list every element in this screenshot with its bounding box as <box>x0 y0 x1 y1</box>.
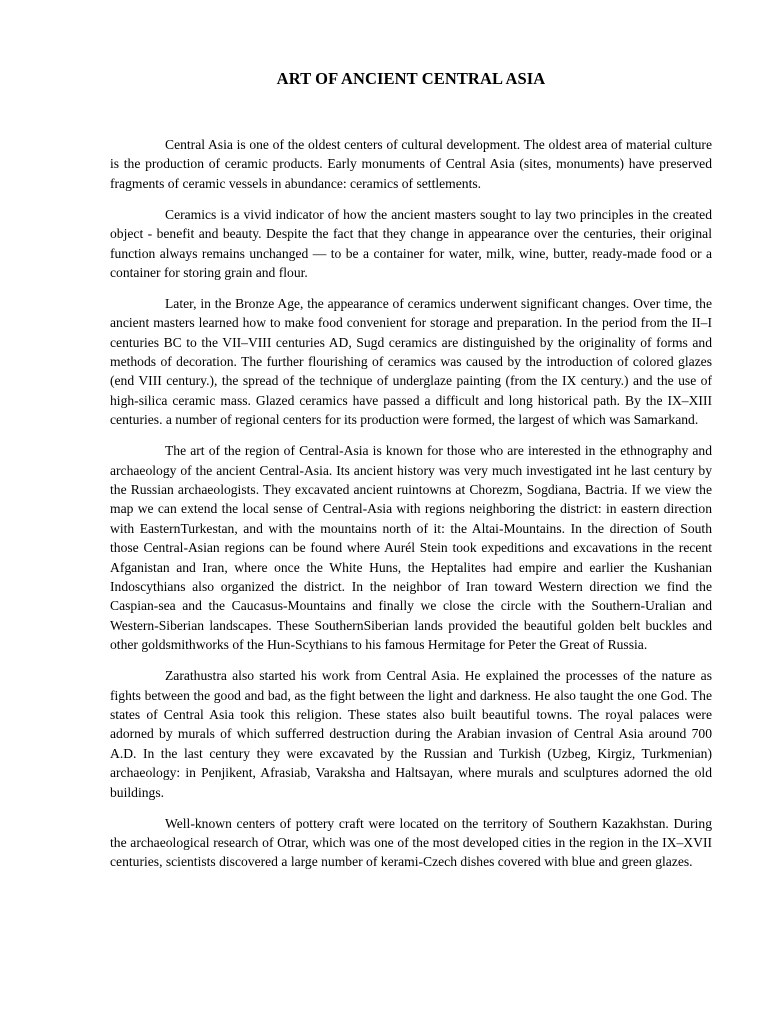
document-title: ART OF ANCIENT CENTRAL ASIA <box>276 69 546 88</box>
paragraph-4: The art of the region of Central-Asia is known for those who are interested in the ethnography and archaeology of the ancient Central-Asia. Its ancient history was very much investigated int he last century by the Russian archaeologists. They excavated ancient ruintowns at Chorezm, Sogdiana, Bactria. If we view the map we can extend the local sense of Central-Asia with regions neighboring the district: in eastern direction with EasternTurkestan, and with the mountains north of it: the Altai-Mountains. In the direction of South those Central-Asian regions can be found where Aurél Stein took expeditions and excavations in the recent Afganistan and Iran, where once the White Huns, the Heptalites had empire and earlier the Kushanian Indoscythians also organized the district. In the neighbor of Iran toward Western direction we find the Caspian-sea and the Caucasus-Mountains and finally we close the circle with the Southern-Uralian and Western-Siberian landscapes. These SouthernSiberian lands provided the beautiful golden belt buckles and other goldsmithworks of the Hun-Scythians to his famous Hermitage for Peter the Great of Russia. <box>110 443 712 653</box>
paragraph-3: Later, in the Bronze Age, the appearance of ceramics underwent significant changes. Over time, the ancient masters learned how to make food convenient for storage and preparation. In the period from the II–I centuries BC to the VII–VIII centuries AD, Sugd ceramics are distinguished by the originality of forms and methods of decoration. The further flourishing of ceramics was caused by the introduction of colored glazes (end VIII century.), the spread of the technique of underglaze painting (from the IX century.) and the use of high-silica ceramic mass. Glazed ceramics have passed a difficult and long historical path. By the IX–XIII centuries. a number of regional centers for its production were formed, the largest of which was Samarkand. <box>110 295 712 428</box>
paragraph-5: Zarathustra also started his work from Central Asia. He explained the processes of the nature as fights between the good and bad, as the fight between the light and darkness. He also taught the one God. The states of Central Asia took this religion. These states also built beautiful towns. The royal palaces were adorned by murals of which sufferred destruction during the Arabian invasion of Central Asia around 700 A.D. In the last century they were excavated by the Russian and Turkish (Uzbeg, Kirgiz, Turkmenian) archaeology: in Penjikent, Afrasiab, Varaksha and Haltsayan, where murals and sculptures adorned the old buildings. <box>110 668 712 800</box>
paragraph-1: Central Asia is one of the oldest centers of cultural development. The oldest area of material culture is the production of ceramic products. Early monuments of Central Asia (sites, monuments) have preserved fragments of ceramic vessels in abundance: ceramics of settlements. <box>110 137 712 191</box>
paragraph-6: Well-known centers of pottery craft were located on the territory of Southern Kazakhstan. During the archaeological research of Otrar, which was one of the most developed cities in the region in the IX–XVII centuries, scientists discovered a large number of kerami-Czech dishes covered with blue and green glazes. <box>110 815 712 870</box>
paragraph-2: Ceramics is a vivid indicator of how the ancient masters sought to lay two principles in the created object - benefit and beauty. Despite the fact that they change in appearance over the centuries, their original function always remains unchanged — to be a container for water, milk, wine, butter, ready-made food or a container for storing grain and flour. <box>110 206 712 280</box>
